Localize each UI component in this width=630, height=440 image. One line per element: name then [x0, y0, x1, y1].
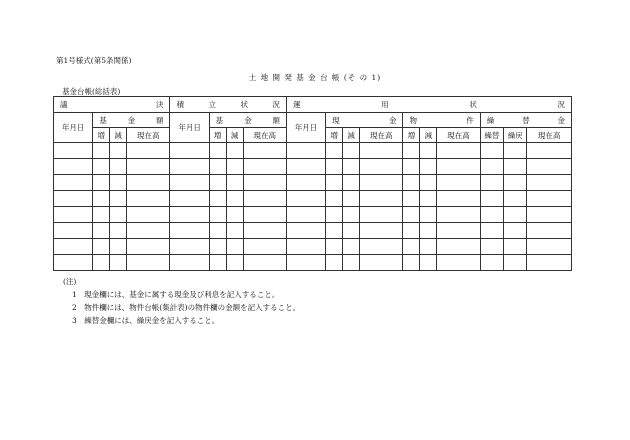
ledger-row [54, 175, 572, 191]
ledger-cell [286, 239, 325, 255]
ledger-cell [360, 159, 403, 175]
ledger-cell [286, 191, 325, 207]
ledger-cell [480, 175, 503, 191]
ledger-cell [286, 207, 325, 223]
kurimodoshi-header: 繰戻 [504, 128, 527, 143]
balance-header: 現在高 [127, 128, 170, 143]
ledger-cell [110, 255, 127, 271]
ledger-cell [54, 223, 93, 239]
ledger-cell [437, 143, 480, 159]
ledger-cell [170, 159, 209, 175]
ledger-cell [209, 143, 226, 159]
ledger-cell [360, 207, 403, 223]
ledger-cell [360, 175, 403, 191]
ledger-cell [326, 143, 343, 159]
increase-header: 増 [326, 128, 343, 143]
ledger-cell [170, 255, 209, 271]
ledger-cell [93, 207, 110, 223]
ledger-row [54, 159, 572, 175]
ledger-cell [170, 191, 209, 207]
ledger-cell [110, 239, 127, 255]
ledger-cell [420, 191, 437, 207]
date-header: 年月日 [54, 113, 93, 143]
form-number: 第1号様式(第5条関係) [56, 56, 132, 65]
ledger-cell [243, 255, 286, 271]
ledger-cell [209, 223, 226, 239]
ledger-cell [110, 159, 127, 175]
ledger-cell [93, 143, 110, 159]
ledger-cell [110, 207, 127, 223]
ledger-cell [226, 159, 243, 175]
ledger-cell [527, 143, 572, 159]
ledger-cell [93, 223, 110, 239]
ledger-cell [504, 159, 527, 175]
ledger-cell [326, 175, 343, 191]
ledger-cell [420, 223, 437, 239]
balance-header: 現在高 [527, 128, 572, 143]
ledger-cell [226, 255, 243, 271]
ledger-cell [110, 175, 127, 191]
ledger-cell [343, 175, 360, 191]
ledger-cell [437, 191, 480, 207]
ledger-cell [243, 239, 286, 255]
ledger-cell [209, 159, 226, 175]
document-title: 土 地 開 発 基 金 台 帳 (そ の 1) [248, 73, 382, 82]
ledger-cell [403, 207, 420, 223]
ledger-cell [286, 175, 325, 191]
ledger-cell [420, 239, 437, 255]
ledger-cell [527, 255, 572, 271]
balance-header: 現在高 [437, 128, 480, 143]
ledger-cell [437, 223, 480, 239]
ledger-cell [527, 207, 572, 223]
ledger-cell [326, 239, 343, 255]
ledger-cell [54, 191, 93, 207]
ledger-cell [504, 255, 527, 271]
ledger-cell [286, 255, 325, 271]
ledger-cell [504, 223, 527, 239]
ledger-cell [326, 223, 343, 239]
increase-header: 増 [403, 128, 420, 143]
increase-header: 増 [93, 128, 110, 143]
notes-heading: (注) [63, 277, 77, 286]
date-header: 年月日 [170, 113, 209, 143]
genkin-header: 現 金 [326, 113, 403, 128]
ledger-cell [110, 223, 127, 239]
ledger-cell [480, 223, 503, 239]
note-item: 3 繰替金欄には、繰戻金を記入すること。 [72, 316, 220, 325]
ledger-cell [403, 175, 420, 191]
ledger-cell [420, 175, 437, 191]
kikin-gaku-header: 基 金 額 [93, 113, 170, 128]
ledger-row [54, 255, 572, 271]
ledger-cell [343, 255, 360, 271]
ledger-cell [93, 255, 110, 271]
ledger-cell [286, 223, 325, 239]
ledger-cell [360, 239, 403, 255]
ledger-cell [209, 191, 226, 207]
ledger-cell [326, 207, 343, 223]
ledger-cell [480, 239, 503, 255]
ledger-cell [504, 143, 527, 159]
ledger-cell [226, 239, 243, 255]
ledger-cell [93, 191, 110, 207]
ledger-cell [226, 143, 243, 159]
ledger-cell [527, 175, 572, 191]
ledger-cell [243, 143, 286, 159]
ledger-cell [504, 207, 527, 223]
ledger-cell [437, 207, 480, 223]
ledger-cell [527, 223, 572, 239]
ledger-cell [127, 143, 170, 159]
ledger-cell [326, 255, 343, 271]
ledger-cell [420, 159, 437, 175]
ledger-row [54, 239, 572, 255]
ledger-cell [243, 191, 286, 207]
ledger-cell [54, 159, 93, 175]
ledger-cell [343, 159, 360, 175]
ledger-cell [403, 239, 420, 255]
ledger-cell [243, 223, 286, 239]
ledger-cell [360, 191, 403, 207]
ledger-cell [437, 175, 480, 191]
ledger-cell [527, 159, 572, 175]
ledger-cell [343, 191, 360, 207]
ledger-cell [226, 191, 243, 207]
kikin-gaku-header: 基 金 額 [209, 113, 286, 128]
ledger-cell [504, 191, 527, 207]
ledger-cell [54, 175, 93, 191]
ledger-cell [110, 143, 127, 159]
ledger-cell [127, 255, 170, 271]
ledger-cell [170, 143, 209, 159]
ledger-cell [343, 223, 360, 239]
ledger-cell [527, 239, 572, 255]
balance-header: 現在高 [243, 128, 286, 143]
ledger-cell [480, 255, 503, 271]
ledger-cell [226, 207, 243, 223]
ledger-cell [54, 143, 93, 159]
document-subtitle: 基金台帳(総括表) [62, 87, 121, 96]
ledger-cell [243, 175, 286, 191]
ledger-cell [226, 175, 243, 191]
ledger-cell [127, 239, 170, 255]
ledger-cell [54, 255, 93, 271]
ledger-cell [403, 143, 420, 159]
kurikae-header: 繰替 [480, 128, 503, 143]
fund-ledger-table [53, 96, 572, 271]
ledger-cell [127, 223, 170, 239]
ledger-cell [54, 207, 93, 223]
ledger-row [54, 191, 572, 207]
ledger-cell [54, 239, 93, 255]
ledger-cell [286, 159, 325, 175]
decrease-header: 減 [420, 128, 437, 143]
ledger-cell [127, 159, 170, 175]
bukken-header: 物 件 [403, 113, 480, 128]
ledger-row [54, 143, 572, 159]
ledger-cell [209, 175, 226, 191]
ledger-cell [437, 255, 480, 271]
ledger-cell [437, 159, 480, 175]
ledger-cell [226, 223, 243, 239]
ledger-cell [326, 191, 343, 207]
ledger-cell [209, 207, 226, 223]
group-header-giketsu: 議 決 [54, 97, 170, 113]
balance-header: 現在高 [360, 128, 403, 143]
ledger-cell [110, 191, 127, 207]
ledger-cell [93, 175, 110, 191]
ledger-cell [480, 159, 503, 175]
ledger-cell [127, 175, 170, 191]
ledger-cell [480, 143, 503, 159]
ledger-cell [326, 159, 343, 175]
ledger-cell [420, 143, 437, 159]
ledger-cell [504, 175, 527, 191]
ledger-cell [403, 255, 420, 271]
ledger-cell [403, 191, 420, 207]
ledger-cell [480, 207, 503, 223]
ledger-cell [360, 255, 403, 271]
ledger-cell [209, 239, 226, 255]
ledger-cell [527, 191, 572, 207]
ledger-cell [343, 207, 360, 223]
ledger-cell [437, 239, 480, 255]
ledger-cell [209, 255, 226, 271]
ledger-cell [403, 223, 420, 239]
ledger-cell [170, 175, 209, 191]
decrease-header: 減 [110, 128, 127, 143]
ledger-cell [420, 207, 437, 223]
ledger-cell [286, 143, 325, 159]
ledger-cell [170, 207, 209, 223]
ledger-cell [127, 207, 170, 223]
ledger-row [54, 223, 572, 239]
ledger-cell [504, 239, 527, 255]
kurikae-kin-header: 繰 替 金 [480, 113, 571, 128]
ledger-cell [360, 143, 403, 159]
ledger-cell [170, 223, 209, 239]
ledger-cell [127, 191, 170, 207]
ledger-cell [360, 223, 403, 239]
ledger-cell [170, 239, 209, 255]
ledger-cell [243, 207, 286, 223]
ledger-cell [93, 159, 110, 175]
group-header-tsumitate: 積 立 状 況 [170, 97, 286, 113]
note-item: 1 現金欄には、基金に属する現金及び利息を記入すること。 [72, 290, 280, 299]
decrease-header: 減 [343, 128, 360, 143]
ledger-cell [243, 159, 286, 175]
decrease-header: 減 [226, 128, 243, 143]
ledger-cell [403, 159, 420, 175]
ledger-cell [343, 239, 360, 255]
ledger-cell [343, 143, 360, 159]
ledger-cell [93, 239, 110, 255]
ledger-cell [480, 191, 503, 207]
ledger-cell [420, 255, 437, 271]
increase-header: 増 [209, 128, 226, 143]
date-header: 年月日 [286, 113, 325, 143]
note-item: 2 物件欄には、物件台帳(集計表)の物件欄の金額を記入すること。 [72, 303, 301, 312]
ledger-row [54, 207, 572, 223]
group-header-unyo: 運 用 状 況 [286, 97, 571, 113]
